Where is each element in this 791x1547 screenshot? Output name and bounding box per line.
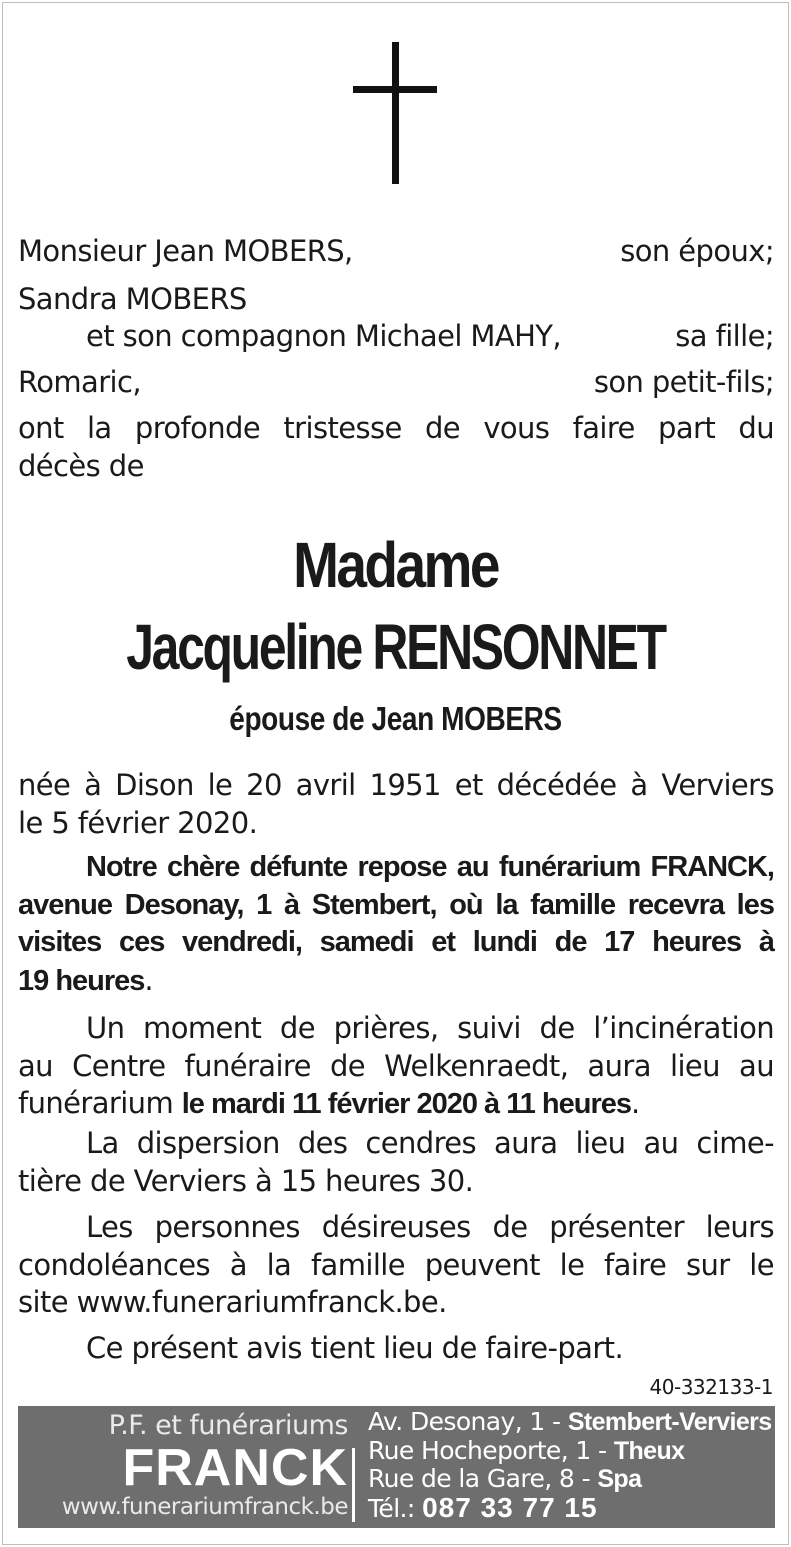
- closing-text: Ce présent avis tient lieu de faire-part.: [86, 1331, 624, 1365]
- deceased-title: Madame: [293, 529, 498, 601]
- family-relation: son époux;: [620, 234, 774, 268]
- address-line: Rue de la Gare, 8 - Spa: [368, 1464, 642, 1493]
- phone-line: Tél.: 087 33 77 15: [368, 1491, 598, 1523]
- banner-addresses: [368, 1407, 772, 1523]
- deceased-spouse: épouse de Jean MOBERS: [229, 700, 562, 737]
- condolences-text: Les personnes désireuses de présenter leurs condoléances à la famille peuvent le faire sur le site www.funerariumfranck.be.: [18, 1210, 774, 1319]
- birth-death-text: née à Dison le 20 avril 1951 et décédée à Verviers le 5 février 2020.: [18, 768, 774, 840]
- family-name: Sandra MOBERS: [18, 282, 247, 316]
- banner-website: www.funerariumfranck.be: [61, 1494, 348, 1520]
- reference-number: 40-332133-1: [649, 1375, 773, 1399]
- dispersion-text: La dispersion des cendres aura lieu au cime- tière de Verviers à 15 heures 30.: [18, 1126, 774, 1198]
- banner-tagline: P.F. et funérariums: [108, 1410, 348, 1441]
- address-line: Av. Desonay, 1 - Stembert-Verviers: [368, 1407, 772, 1436]
- deceased-name: Jacqueline RENSONNET: [126, 611, 665, 683]
- family-relation: sa fille;: [675, 319, 774, 353]
- banner-phone: 087 33 77 15: [422, 1491, 598, 1523]
- family-name: Monsieur Jean MOBERS,: [18, 234, 353, 268]
- family-line-grandson: [18, 365, 774, 399]
- family-relation: son petit-fils;: [593, 365, 774, 399]
- family-line-spouse: [18, 234, 774, 268]
- address-line: Rue Hocheporte, 1 - Theux: [368, 1435, 685, 1465]
- family-name: et son compagnon Michael MAHY,: [86, 319, 562, 353]
- family-line-companion: [18, 319, 774, 353]
- funeral-home-banner: [18, 1406, 775, 1528]
- family-name: Romaric,: [18, 365, 141, 399]
- repose-time: 19 heures: [18, 964, 145, 997]
- ceremony-text: Un moment de prières, suivi de l’incinération au Centre funéraire de Welkenraedt, aura lieu au funérarium le mardi 11 février 2020 à 11 heures.: [18, 1011, 774, 1120]
- cross-icon: [353, 42, 437, 184]
- banner-brand: FRANCK: [122, 1439, 348, 1497]
- banner-divider: [352, 1448, 355, 1522]
- ceremony-date: le mardi 11 février 2020 à 11 heures: [181, 1088, 632, 1120]
- intro-text: ont la profonde tristesse de vous faire part du décès de: [18, 411, 774, 483]
- repose-text: Notre chère défunte repose au funérarium FRANCK, avenue Desonay, 1 à Stembert, où la famille recevra les visites ces vendredi, samedi et lundi de 17 heures à 19 heures.: [18, 851, 774, 997]
- family-line-daughter: [18, 282, 774, 316]
